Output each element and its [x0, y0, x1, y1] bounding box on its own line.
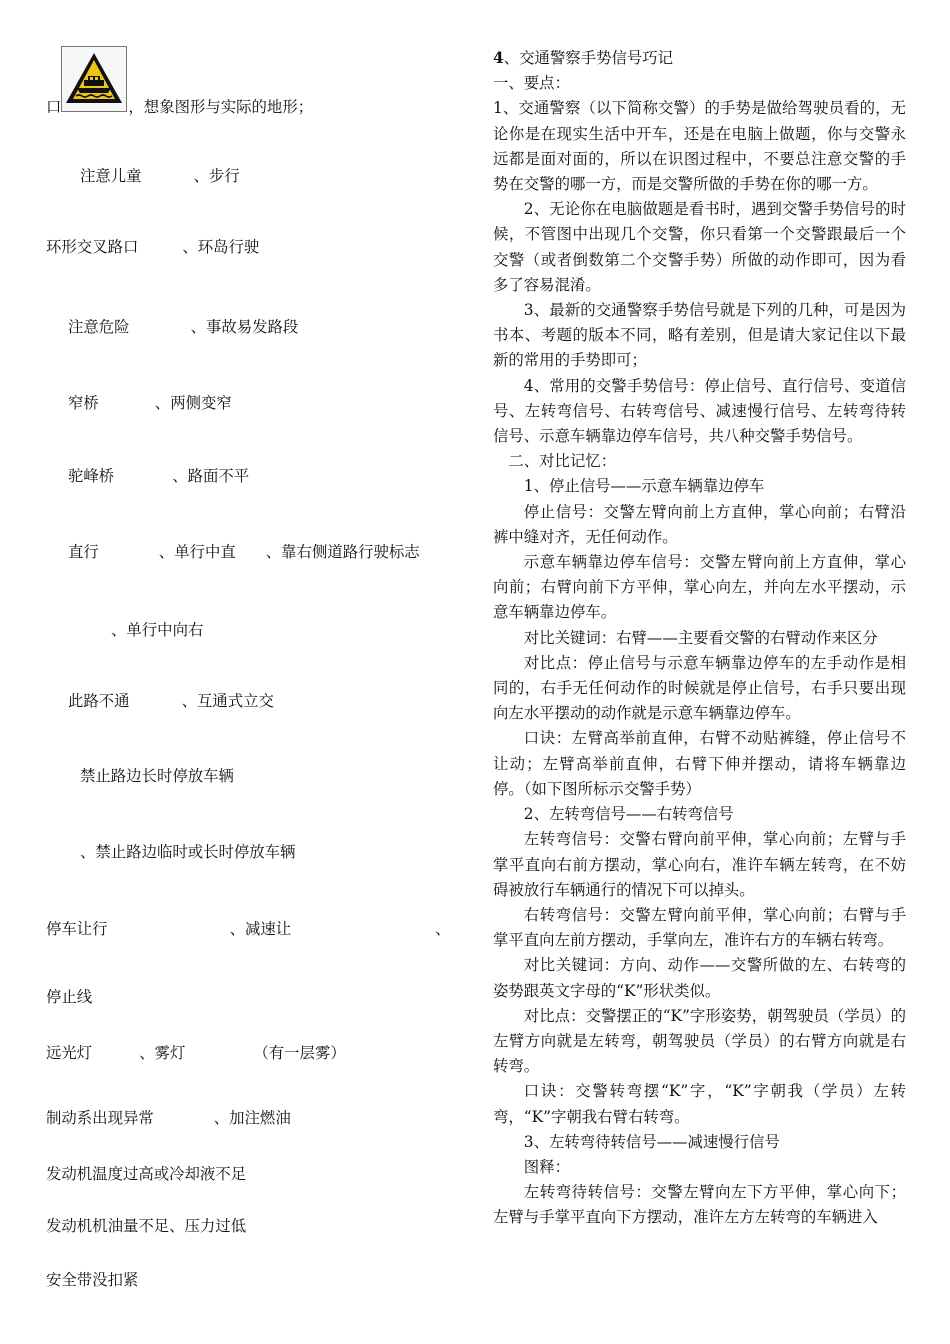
line-text: 、靠右侧道路行驶标志: [265, 543, 420, 561]
line-text: 此路不通: [68, 692, 130, 710]
paragraph: 口诀：交警转弯摆“K”字，“K”字朝我（学员）左转弯，“K”字朝我右臂右转弯。: [493, 1082, 906, 1126]
line-text: 、单行中向右: [111, 621, 204, 639]
paragraph: 右转弯信号：交警左臂向前平伸，掌心向前；右臂与手掌平直向左前方摆动，手掌向左，准许右方的车辆右转弯。: [493, 905, 906, 950]
line-text: 停车让行: [46, 920, 108, 938]
line-text: 、路面不平: [172, 467, 250, 485]
line-text: 、减速让: [229, 920, 292, 938]
sign-line-10: [80, 766, 234, 786]
line-text: 发动机机油量不足、压力过低: [46, 1217, 247, 1235]
paragraph: 一、要点：: [493, 74, 570, 93]
line-text: 远光灯: [46, 1044, 93, 1062]
paragraph: 对比点：停止信号与示意车辆靠边停车的左手动作是相同的，右手无任何动作的时候就是停止信号，右手只要出现向左水平摆动的动作就是示意车辆靠边停车。: [493, 653, 906, 723]
sign-line-1: [46, 97, 313, 117]
line-text: （有一层雾）: [253, 1044, 346, 1062]
sign-line-17: [46, 1216, 246, 1236]
line-text: 直行: [68, 543, 99, 561]
line-text: 口: [46, 98, 62, 116]
sign-line-2: [80, 166, 240, 186]
sign-line-7: [68, 542, 420, 562]
line-text: 发动机温度过高或冷却液不足: [46, 1165, 247, 1183]
sign-line-15: [46, 1108, 291, 1128]
paragraph: 对比点：交警摆正的“K”字形姿势，朝驾驶员（学员）的左臂方向就是左转弯，朝驾驶员（学员）的右臂方向就是右转弯。: [493, 1006, 906, 1076]
paragraph: 1、交通警察（以下简称交警）的手势是做给驾驶员看的，无论你是在现实生活中开车，还是在电脑上做题，你与交警永远都是面对面的，所以在识图过程中，不要总注意交警的手势在交警的哪一方，而是交警所做的手势在你的哪一方。: [493, 99, 906, 194]
line-text: 、雾灯: [139, 1044, 186, 1062]
sign-line-4: [68, 317, 298, 337]
sign-line-6: [68, 466, 249, 486]
section-number: 4: [493, 49, 504, 67]
sign-line-3: [46, 237, 259, 257]
line-text: 窄桥: [68, 394, 99, 412]
paragraph: 左转弯信号：交警右臂向前平伸，掌心向前；左臂与手掌平直向右前方摆动，掌心向右，准许车辆左转弯，在不妨碍被放行车辆通行的情况下可以掉头。: [493, 830, 906, 899]
line-text: 、事故易发路段: [190, 318, 299, 336]
sign-line-5: [68, 393, 232, 413]
left-column: [0, 0, 470, 1344]
sign-line-11: [80, 842, 295, 862]
line-text: 、禁止路边临时或长时停放车辆: [80, 843, 296, 861]
line-text: 、单行中直: [158, 543, 236, 561]
paragraph: 对比关键词：方向、动作——交警所做的左、右转弯的姿势跟英文字母的“K”形状类似。: [493, 956, 906, 1000]
sign-line-18: [46, 1270, 138, 1290]
line-text: 、加注燃油: [213, 1109, 291, 1127]
paragraph: 二、对比记忆：: [508, 452, 617, 471]
paragraph: 3、最新的交通警察手势信号就是下列的几种，可是因为书本、考题的版本不同，略有差别，但是请大家记住以下最新的常用的手势即可；: [493, 301, 906, 370]
paragraph: 对比关键词：右臂——主要看交警的右臂动作来区分: [523, 628, 878, 647]
line-text: 停止线: [46, 988, 93, 1006]
paragraph: 左转弯待转信号：交警左臂向左下方平伸，掌心向下；左臂与手掌平直向下方摆动，准许左方左转弯的车辆进入: [493, 1183, 906, 1227]
sign-line-13: [46, 987, 92, 1007]
paragraph: 图释：: [523, 1157, 570, 1176]
paragraph: 2、左转弯信号——右转弯信号: [523, 805, 734, 824]
line-text: 、步行: [193, 167, 240, 185]
line-text: 注意危险: [68, 318, 130, 336]
paragraph: 示意车辆靠边停车信号：交警左臂向前上方直伸，掌心向前；右臂向前下方平伸，掌心向左，并向左水平摆动，示意车辆靠边停车。: [493, 553, 906, 622]
paragraph: 4、常用的交警手势信号：停止信号、直行信号、变道信号、左转弯信号、右转弯信号、减速慢行信号、左转弯待转信号、示意车辆靠边停车信号，共八种交警手势信号。: [493, 376, 906, 446]
paragraph: 1、停止信号——示意车辆靠边停车: [523, 477, 765, 496]
line-text: 注意儿童: [80, 167, 142, 185]
line-text: 、互通式立交: [181, 692, 274, 710]
line-text: 安全带没扣紧: [46, 1271, 139, 1289]
line-text: 、: [435, 920, 451, 938]
line-text: 、环岛行驶: [182, 238, 260, 256]
section-title: [493, 46, 906, 71]
line-text: 制动系出现异常: [46, 1109, 154, 1127]
paragraph: 2、无论你在电脑做题是看书时，遇到交警手势信号的时候，不管图中出现几个交警，你只看第一个交警跟最后一个交警（或者倒数第二个交警手势）所做的动作即可，因为看多了容易混淆。: [493, 200, 906, 294]
paragraph: 停止信号：交警左臂向前上方直伸，掌心向前；右臂沿裤中缝对齐，无任何动作。: [493, 502, 906, 546]
paragraph: 口诀：左臂高举前直伸，右臂不动贴裤缝，停止信号不让动；左臂高举前直伸，右臂下伸并摆动，请将车辆靠边停。（如下图所标示交警手势）: [493, 729, 906, 798]
sign-line-12: [46, 919, 451, 939]
line-text: 、两侧变窄: [154, 394, 232, 412]
paragraph: 3、左转弯待转信号——减速慢行信号: [523, 1132, 780, 1151]
line-text: 禁止路边长时停放车辆: [80, 767, 234, 785]
line-text: 驼峰桥: [68, 467, 115, 485]
right-column: [493, 46, 906, 1231]
section-title-text: 、交通警察手势信号巧记: [503, 49, 674, 67]
sign-line-16: [46, 1164, 246, 1184]
sign-line-9: [68, 691, 274, 711]
sign-line-14: [46, 1043, 346, 1063]
sign-line-8: [111, 620, 203, 640]
line-text: ，想象图形与实际的地形；: [128, 98, 314, 116]
line-text: 环形交叉路口: [46, 238, 139, 256]
